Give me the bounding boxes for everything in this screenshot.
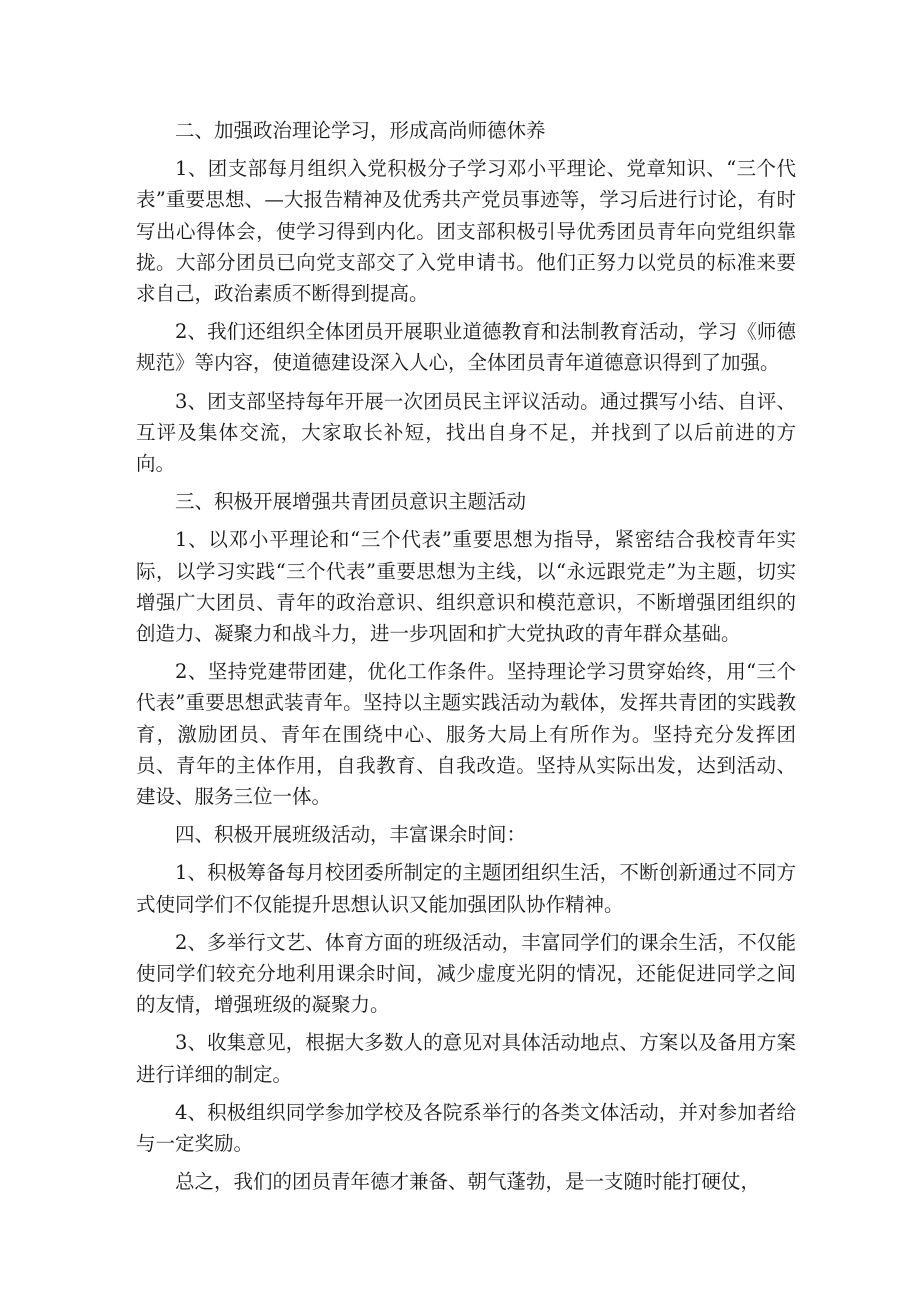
section-heading-4: 四、积极开展班级活动，丰富课余时间： <box>175 823 527 847</box>
paragraph: 3、团支部坚持每年开展一次团员民主评议活动。通过撰写小结、自评、互评及集体交流，大家取长补短，找出自身不足，并找到了以后前进的方向。 <box>136 389 796 476</box>
paragraph: 2、多举行文艺、体育方面的班级活动，丰富同学们的课余生活，不仅能使同学们较充分地利用课余时间，减少虚度光阴的情况，还能促进同学之间的友情，增强班级的凝聚力。 <box>136 930 796 1017</box>
section-heading-3: 三、积极开展增强共青团员意识主题活动 <box>175 490 527 514</box>
paragraph: 4、积极组织同学参加学校及各院系举行的各类文体活动，并对参加者给与一定奖励。 <box>136 1100 796 1156</box>
paragraph: 1、团支部每月组织入党积极分子学习邓小平理论、党章知识、“三个代表”重要思想、—大报告精神及优秀共产党员事迹等，学习后进行讨论，有时写出心得体会，使学习得到内化。团支部积极引导优秀团员青年向党组织靠拢。大部分团员已向党支部交了入党申请书。他们正努力以党员的标准来要求自己，政治素质不断得到提高。 <box>136 157 796 306</box>
paragraph: 3、收集意见，根据大多数人的意见对具体活动地点、方案以及备用方案进行详细的制定。 <box>136 1031 796 1086</box>
paragraph: 2、坚持党建带团建，优化工作条件。坚持理论学习贯穿始终，用“三个代表”重要思想武装青年。坚持以主题实践活动为载体，发挥共青团的实践教育，激励团员、青年在围绕中心、服务大局上有所作为。坚持充分发挥团员、青年的主体作用，自我教育、自我改造。坚持从实际出发，达到活动、建设、服务三位一体。 <box>136 660 796 809</box>
paragraph: 2、我们还组织全体团员开展职业道德教育和法制教育活动，学习《师德规范》等内容，使道德建设深入人心，全体团员青年道德意识得到了加强。 <box>136 320 796 375</box>
paragraph: 1、以邓小平理论和“三个代表”重要思想为指导，紧密结合我校青年实际，以学习实践“三个代表”重要思想为主线，以“永远跟党走”为主题，切实增强广大团员、青年的政治意识、组织意识和模范意识，不断增强团组织的创造力、凝聚力和战斗力，进一步巩固和扩大党执政的青年群众基础。 <box>136 528 796 646</box>
document-body <box>136 115 796 1205</box>
paragraph: 1、积极筹备每月校团委所制定的主题团组织生活，不断创新通过不同方式使同学们不仅能提升思想认识又能加强团队协作精神。 <box>136 861 796 916</box>
paragraph: 总之，我们的团员青年德才兼备、朝气蓬勃，是一支随时能打硬仗， <box>175 1170 761 1194</box>
section-heading-2: 二、加强政治理论学习，形成高尚师德休养 <box>175 119 546 142</box>
